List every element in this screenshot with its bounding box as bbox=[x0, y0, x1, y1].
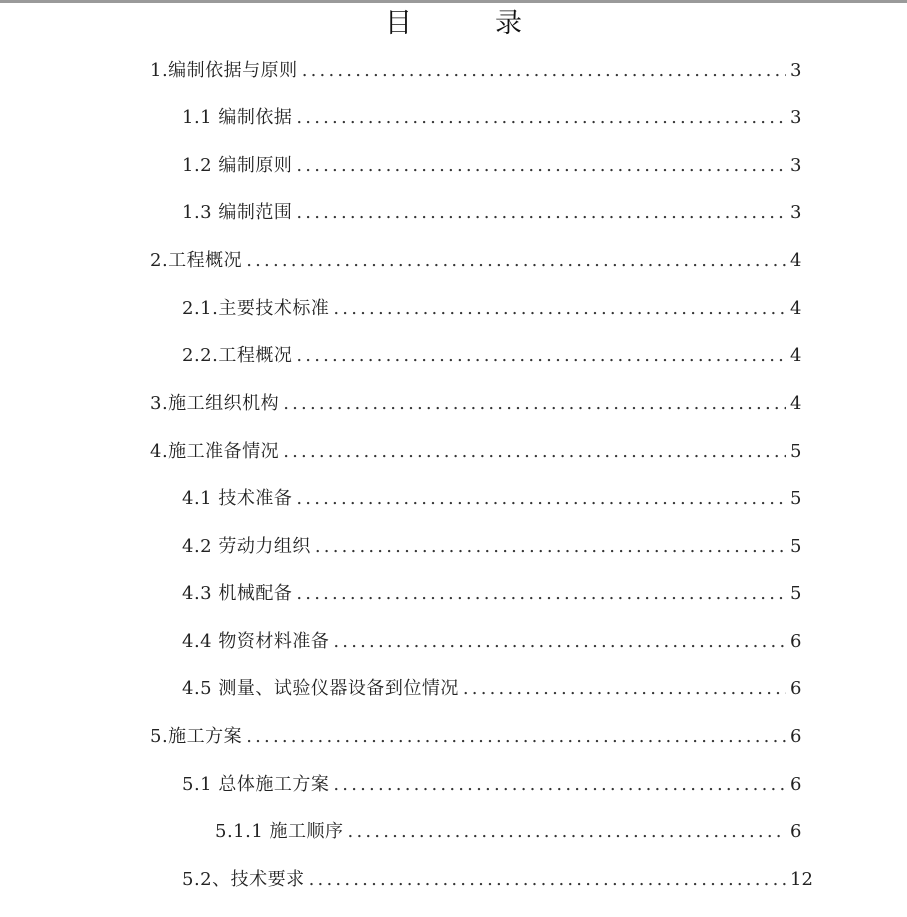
toc-page-number: 5 bbox=[790, 488, 802, 509]
toc-page-number: 5 bbox=[790, 536, 802, 557]
toc-entry-label: 5.1.1 施工顺序 bbox=[215, 821, 344, 842]
toc-page-number: 3 bbox=[790, 155, 802, 176]
toc-entry-label: 5.1 总体施工方案 bbox=[182, 774, 330, 795]
toc-entry[interactable] bbox=[182, 103, 800, 133]
toc-entry[interactable] bbox=[150, 389, 800, 419]
toc-title: 目 录 bbox=[385, 8, 550, 39]
toc-entry-label: 4.2 劳动力组织 bbox=[182, 536, 311, 557]
toc-page-number: 4 bbox=[790, 345, 802, 366]
toc-page-number: 3 bbox=[790, 202, 802, 223]
toc-page-number: 6 bbox=[790, 774, 802, 795]
toc-entry[interactable] bbox=[150, 56, 800, 86]
dot-leader bbox=[302, 56, 786, 86]
toc-page-number: 3 bbox=[790, 60, 802, 81]
dot-leader bbox=[348, 817, 786, 847]
toc-entry-label: 1.1 编制依据 bbox=[182, 107, 293, 128]
toc-entry-label: 4.施工准备情况 bbox=[150, 441, 280, 462]
dot-leader bbox=[315, 532, 786, 562]
dot-leader bbox=[333, 770, 786, 800]
dot-leader bbox=[309, 865, 786, 895]
toc-page-number: 5 bbox=[790, 583, 802, 604]
toc-entry-label: 2.工程概况 bbox=[150, 250, 243, 271]
toc-entry[interactable] bbox=[182, 341, 800, 371]
toc-entry[interactable] bbox=[182, 198, 800, 228]
toc-entry[interactable] bbox=[182, 484, 800, 514]
dot-leader bbox=[283, 389, 786, 419]
toc-page-number: 5 bbox=[790, 441, 802, 462]
toc-page-number: 3 bbox=[790, 107, 802, 128]
toc-entry[interactable] bbox=[182, 674, 800, 704]
dot-leader bbox=[463, 674, 786, 704]
toc-page-number: 6 bbox=[790, 631, 802, 652]
toc-entry-label: 4.1 技术准备 bbox=[182, 488, 293, 509]
dot-leader bbox=[333, 294, 786, 324]
toc-page-number: 6 bbox=[790, 726, 802, 747]
toc-page-number: 12 bbox=[790, 869, 813, 890]
top-border bbox=[0, 0, 907, 3]
toc-entry[interactable] bbox=[182, 294, 800, 324]
dot-leader bbox=[296, 579, 786, 609]
toc-entry[interactable] bbox=[150, 722, 800, 752]
toc-entry[interactable] bbox=[182, 151, 800, 181]
toc-page-number: 4 bbox=[790, 250, 802, 271]
toc-entry-label: 2.2.工程概况 bbox=[182, 345, 293, 366]
toc-entry[interactable] bbox=[150, 437, 800, 467]
dot-leader bbox=[296, 151, 786, 181]
toc-entry-label: 4.5 测量、试验仪器设备到位情况 bbox=[182, 678, 459, 699]
dot-leader bbox=[296, 484, 786, 514]
toc-entry-label: 5.施工方案 bbox=[150, 726, 243, 747]
toc-page-number: 4 bbox=[790, 393, 802, 414]
toc-page-number: 4 bbox=[790, 298, 802, 319]
dot-leader bbox=[333, 627, 786, 657]
toc-entry[interactable] bbox=[182, 579, 800, 609]
dot-leader bbox=[296, 341, 786, 371]
dot-leader bbox=[246, 246, 786, 276]
toc-entry-label: 5.2、技术要求 bbox=[182, 869, 305, 890]
toc-entry[interactable] bbox=[215, 817, 800, 847]
toc-entry[interactable] bbox=[182, 627, 800, 657]
toc-page-number: 6 bbox=[790, 678, 802, 699]
toc-entry-label: 1.2 编制原则 bbox=[182, 155, 293, 176]
toc-entry[interactable] bbox=[182, 770, 800, 800]
toc-entry-label: 3.施工组织机构 bbox=[150, 393, 280, 414]
toc-entry[interactable] bbox=[182, 532, 800, 562]
dot-leader bbox=[296, 103, 786, 133]
toc-entry-label: 4.4 物资材料准备 bbox=[182, 631, 330, 652]
toc-entry[interactable] bbox=[182, 865, 813, 895]
toc-entry-label: 1.3 编制范围 bbox=[182, 202, 293, 223]
dot-leader bbox=[246, 722, 786, 752]
toc-entry-label: 2.1.主要技术标准 bbox=[182, 298, 330, 319]
toc-entry-label: 4.3 机械配备 bbox=[182, 583, 293, 604]
toc-page-number: 6 bbox=[790, 821, 802, 842]
toc-entry[interactable] bbox=[150, 246, 800, 276]
dot-leader bbox=[296, 198, 786, 228]
toc-entry-label: 1.编制依据与原则 bbox=[150, 60, 298, 81]
dot-leader bbox=[283, 437, 786, 467]
